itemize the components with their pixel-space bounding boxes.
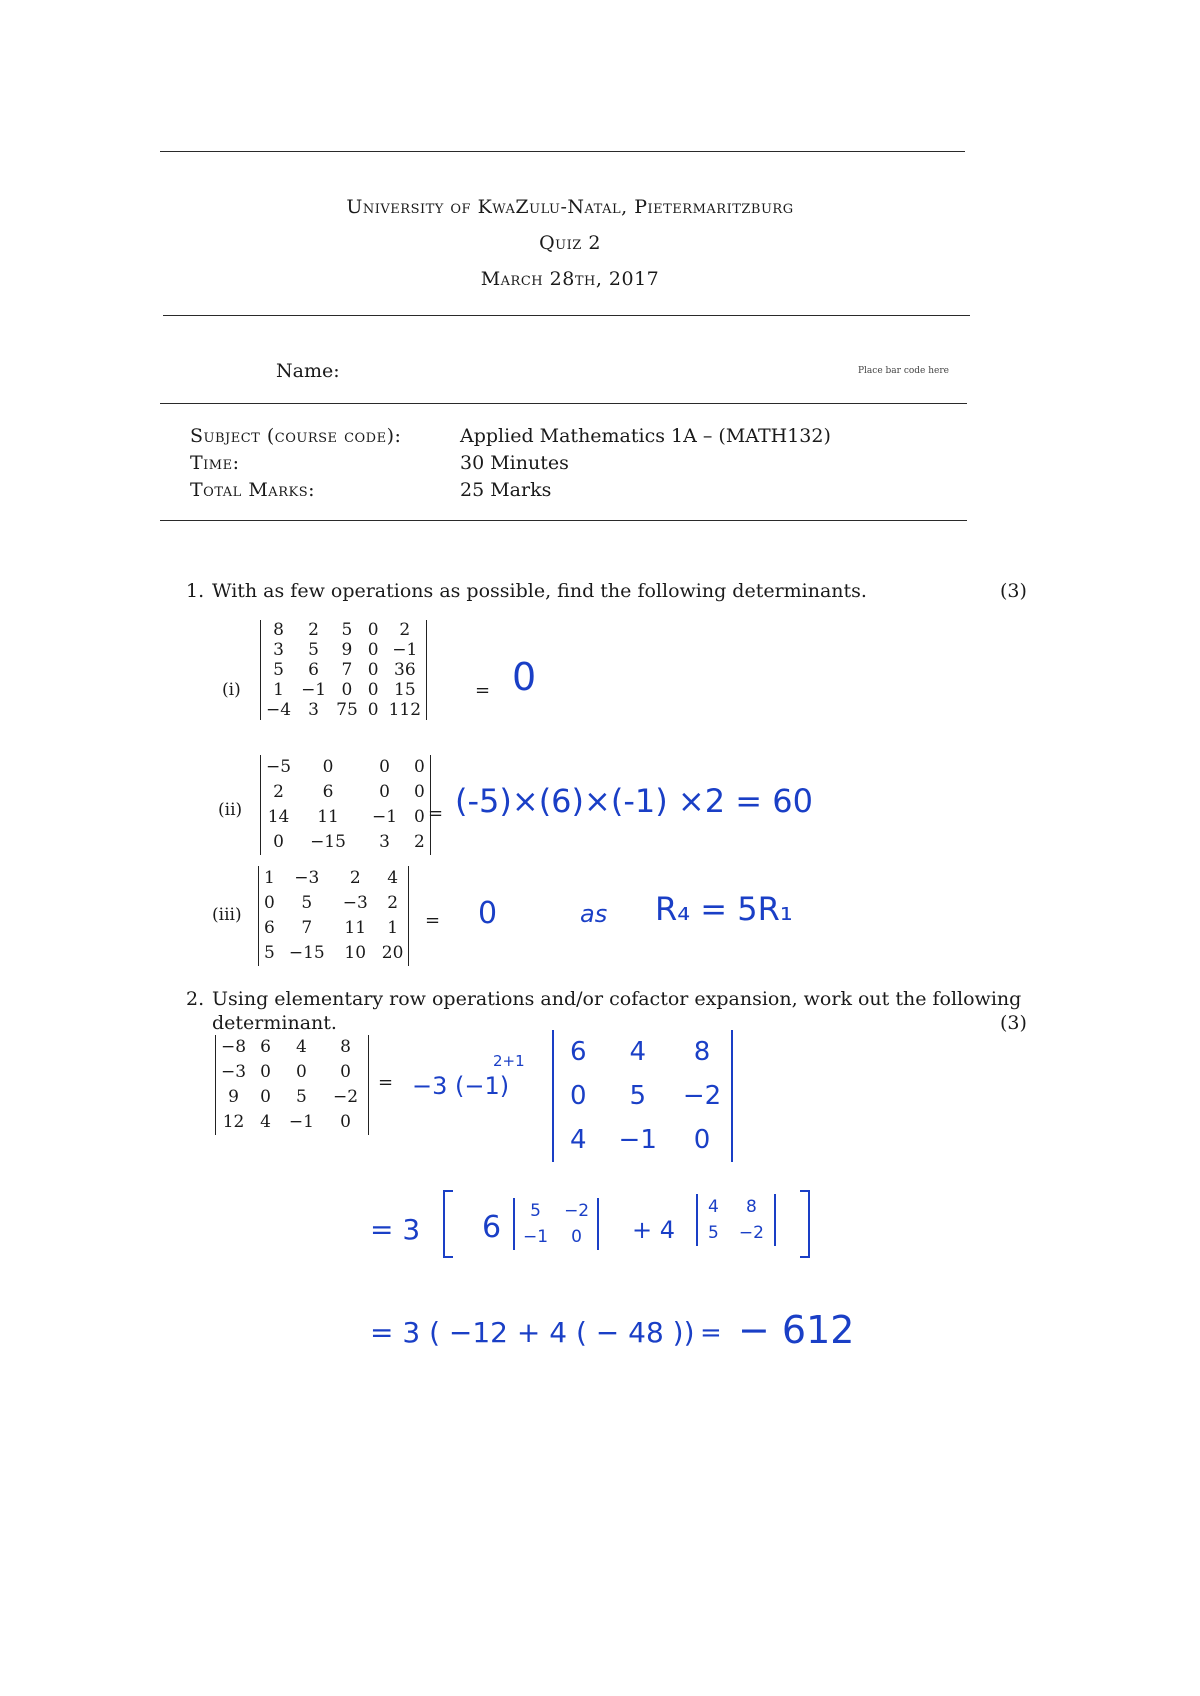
q1-i-label: (i) [222, 680, 241, 700]
barcode-note: Place bar code here [858, 366, 949, 376]
q1-iii-matrix: 1 −3 2 4 0 5 −3 2 6 7 11 1 5 −15 10 20 [258, 866, 409, 966]
time-label: Time: [190, 452, 240, 474]
university-title: University of KwaZulu-Natal, Pietermaritzburg [346, 196, 794, 218]
left-square-bracket [443, 1190, 453, 1258]
marks-value: 25 Marks [460, 479, 552, 501]
q2-step3-equals: = [700, 1318, 722, 1348]
q2-matrix: −8 6 4 8 −3 0 0 0 9 0 5 −2 12 4 −1 0 [215, 1035, 369, 1135]
q2-step1-exponent: 2+1 [493, 1052, 525, 1070]
q1-iii-label: (iii) [212, 905, 242, 925]
marks-label: Total Marks: [190, 479, 316, 501]
q1-iii-note: as [580, 900, 608, 928]
q1-iii-equals: = [425, 910, 441, 931]
q1-number: 1. [186, 580, 205, 602]
q2-text-line2: determinant. [212, 1012, 337, 1034]
q1-ii-answer: (-5)×(6)×(-1) ×2 = 60 [455, 782, 813, 820]
q1-i-equals: = [475, 680, 491, 701]
q2-final-answer: − 612 [738, 1308, 855, 1352]
right-square-bracket [800, 1190, 810, 1258]
q2-step3: = 3 ( −12 + 4 ( − 48 )) [370, 1316, 695, 1349]
quiz-date: March 28th, 2017 [480, 268, 660, 290]
q1-ii-matrix: −5 0 0 0 2 6 0 0 14 11 −1 0 0 −15 3 2 [260, 755, 431, 855]
q2-minor-a: 5 −2 −1 0 [513, 1198, 599, 1250]
q2-number: 2. [186, 988, 205, 1010]
q1-i-matrix: 8 2 5 0 2 3 5 9 0 −1 5 6 7 0 36 1 −1 0 0 15 −4 3 75 0 112 [260, 620, 427, 720]
time-value: 30 Minutes [460, 452, 569, 474]
q2-step2-a: 6 [482, 1210, 502, 1245]
name-label: Name: [276, 360, 340, 382]
q2-minor-b: 4 8 5 −2 [696, 1194, 776, 1246]
q2-text-line1: Using elementary row operations and/or cofactor expansion, work out the following [212, 988, 1022, 1010]
q1-marks: (3) [1000, 580, 1027, 602]
q1-text: With as few operations as possible, find the following determinants. [212, 580, 867, 602]
q2-step1-coef: −3 (−1) [412, 1072, 510, 1100]
q1-i-answer: 0 [512, 655, 537, 699]
q2-equals: = [378, 1072, 394, 1093]
q1-ii-label: (ii) [218, 800, 243, 820]
q1-iii-answer: 0 [478, 896, 498, 931]
q2-marks: (3) [1000, 1012, 1027, 1034]
q2-minor-3x3: 6 4 8 0 5 −2 4 −1 0 [552, 1030, 733, 1162]
q1-iii-reason: R₄ = 5R₁ [655, 890, 793, 928]
subject-value: Applied Mathematics 1A – (MATH132) [460, 425, 831, 447]
subject-label: Subject (course code): [190, 425, 402, 447]
q1-ii-equals: = [428, 803, 444, 824]
quiz-title: Quiz 2 [539, 232, 601, 254]
q2-step2-equals: = 3 [370, 1213, 421, 1246]
q2-step2-plus: + 4 [632, 1216, 676, 1244]
